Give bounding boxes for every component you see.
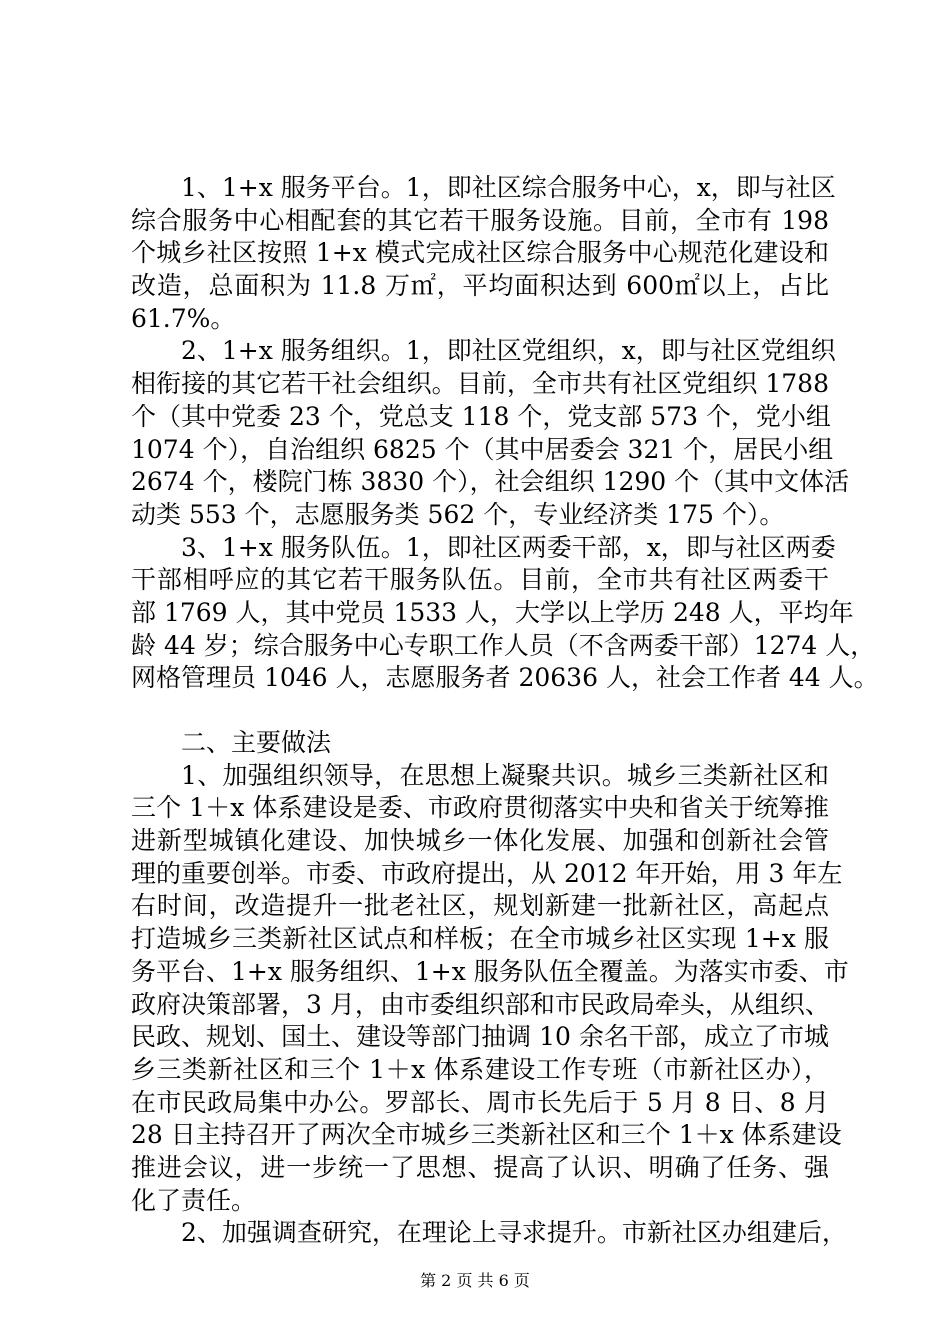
text-line: 3、1+x 服务队伍。1，即社区两委干部，x，即与社区两委 xyxy=(181,532,836,562)
section-spacer xyxy=(131,695,829,727)
text-line: 综合服务中心相配套的其它若干服务设施。目前，全市有 198 xyxy=(131,205,829,235)
text-line: 网格管理员 1046 人，志愿服务者 20636 人，社会工作者 44 人。 xyxy=(131,663,879,693)
text-line: 动类 553 个，志愿服务类 562 个，专业经济类 175 个）。 xyxy=(131,499,785,529)
page-number-footer: 第 2 页 共 6 页 xyxy=(420,1271,530,1290)
paragraph-service-platform xyxy=(131,172,836,335)
text-line: 在市民政局集中办公。罗部长、周市长先后于 5 月 8 日、8 月 xyxy=(131,1087,829,1117)
text-line: 2、1+x 服务组织。1，即社区党组织，x，即与社区党组织 xyxy=(181,336,836,366)
paragraph-service-organization xyxy=(131,335,850,531)
text-line: 相衔接的其它若干社会组织。目前，全市共有社区党组织 1788 xyxy=(131,369,829,399)
text-line: 政府决策部署，3 月，由市委组织部和市民政局牵头，从组织、 xyxy=(131,989,830,1019)
text-line: 1074 个），自治组织 6825 个（其中居委会 321 个，居民小组 xyxy=(131,434,834,464)
text-line: 打造城乡三类新社区试点和样板；在全市城乡社区实现 1+x 服 xyxy=(131,924,829,954)
text-line: 民政、规划、国土、建设等部门抽调 10 余名干部，成立了市城 xyxy=(131,1022,829,1052)
text-line: 干部相呼应的其它若干服务队伍。目前，全市共有社区两委干 xyxy=(131,565,829,595)
text-line: 龄 44 岁；综合服务中心专职工作人员（不含两委干部）1274 人， xyxy=(131,630,876,660)
text-line: 1、加强组织领导，在思想上凝聚共识。城乡三类新社区和 xyxy=(181,760,829,790)
text-line: 乡三类新社区和三个 1＋x 体系建设工作专班（市新社区办）， xyxy=(131,1054,829,1084)
text-line: 28 日主持召开了两次全市城乡三类新社区和三个 1＋x 体系建设 xyxy=(131,1120,842,1150)
text-line: 化了责任。 xyxy=(131,1185,257,1215)
document-body xyxy=(131,172,879,1250)
text-line: 务平台、1+x 服务组织、1+x 服务队伍全覆盖。为落实市委、市 xyxy=(131,956,849,986)
text-line: 推进会议，进一步统一了思想、提高了认识、明确了任务、强 xyxy=(131,1152,829,1182)
text-line: 2、加强调查研究，在理论上寻求提升。市新社区办组建后， xyxy=(181,1218,847,1248)
text-line: 三个 1＋x 体系建设是委、市政府贯彻落实中央和省关于统筹推 xyxy=(131,793,829,823)
text-line: 个城乡社区按照 1+x 模式完成社区综合服务中心规范化建设和 xyxy=(131,238,829,268)
text-line: 1、1+x 服务平台。1，即社区综合服务中心，x，即与社区 xyxy=(181,173,836,202)
text-line: 进新型城镇化建设、加快城乡一体化发展、加强和创新社会管 xyxy=(131,826,829,856)
paragraph-research xyxy=(131,1217,847,1250)
text-line: 理的重要创举。市委、市政府提出，从 2012 年开始，用 3 年左 xyxy=(131,858,843,888)
text-line: 右时间，改造提升一批老社区，规划新建一批新社区，高起点 xyxy=(131,891,829,921)
paragraph-service-team xyxy=(131,532,879,695)
section-heading-main-practices xyxy=(131,727,829,760)
paragraph-organization-leadership xyxy=(131,760,849,1218)
text-line: 改造，总面积为 11.8 万㎡，平均面积达到 600㎡以上，占比 xyxy=(131,271,829,301)
section-heading: 二、主要做法 xyxy=(181,728,332,757)
text-line: 2674 个，楼院门栋 3830 个），社会组织 1290 个（其中文体活 xyxy=(131,467,850,497)
text-line: 个（其中党委 23 个，党总支 118 个，党支部 573 个，党小组 xyxy=(131,401,831,431)
text-line: 61.7%。 xyxy=(131,303,236,333)
text-line: 部 1769 人，其中党员 1533 人，大学以上学历 248 人，平均年 xyxy=(131,597,854,627)
